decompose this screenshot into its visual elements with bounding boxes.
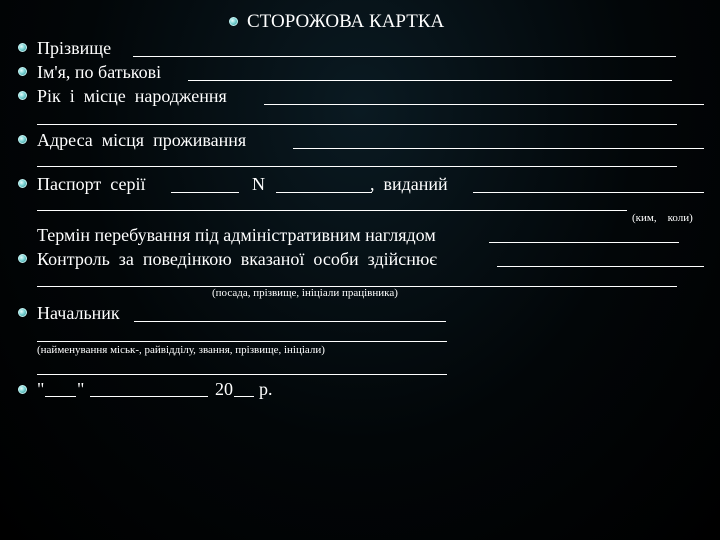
- birth-label: Рік і місце народження: [37, 86, 227, 106]
- date-quote-open: ": [37, 379, 45, 399]
- address-label: Адреса місця проживання: [37, 130, 247, 150]
- issued-by-note: (ким, коли): [632, 212, 693, 224]
- address-field-continued[interactable]: [37, 166, 677, 167]
- control-label: Контроль за поведінкою вказаної особи здійснює: [37, 249, 438, 269]
- passport-issued-field-continued[interactable]: [37, 210, 627, 211]
- date-quote-close: ": [77, 379, 85, 399]
- bullet-icon: [18, 385, 27, 394]
- chief-field-continued[interactable]: [37, 341, 447, 342]
- bullet-icon: [18, 135, 27, 144]
- birth-field[interactable]: [264, 104, 704, 105]
- date-month-field[interactable]: [90, 396, 208, 397]
- passport-series-field[interactable]: [171, 192, 239, 193]
- control-field[interactable]: [497, 266, 704, 267]
- chief-note: (найменування міськ-, райвідділу, звання, прізвище, ініціали): [37, 344, 325, 356]
- bullet-icon: [18, 179, 27, 188]
- passport-number-label: N: [252, 174, 265, 194]
- title-bullet-icon: [229, 17, 238, 26]
- date-year-prefix: 20: [215, 379, 233, 399]
- birth-field-continued[interactable]: [37, 124, 677, 125]
- date-day-field[interactable]: [45, 396, 76, 397]
- chief-label: Начальник: [37, 303, 120, 323]
- bullet-icon: [18, 67, 27, 76]
- page-title: СТОРОЖОВА КАРТКА: [247, 11, 445, 32]
- address-field[interactable]: [293, 148, 704, 149]
- chief-field-extra[interactable]: [37, 374, 447, 375]
- passport-series-label: Паспорт серії: [37, 174, 146, 194]
- name-patronymic-field[interactable]: [188, 80, 672, 81]
- surname-field[interactable]: [133, 56, 676, 57]
- bullet-icon: [18, 43, 27, 52]
- bullet-icon: [18, 91, 27, 100]
- supervision-term-field[interactable]: [489, 242, 679, 243]
- passport-issued-label: , виданий: [370, 174, 448, 194]
- passport-issued-field[interactable]: [473, 192, 704, 193]
- name-patronymic-label: Ім'я, по батькові: [37, 62, 162, 82]
- bullet-icon: [18, 308, 27, 317]
- passport-number-field[interactable]: [276, 192, 372, 193]
- date-year-suffix: р.: [259, 379, 273, 399]
- chief-field[interactable]: [134, 321, 446, 322]
- supervision-term-label: Термін перебування під адміністративним наглядом: [37, 225, 436, 245]
- date-year-field[interactable]: [234, 396, 254, 397]
- surname-label: Прізвище: [37, 38, 112, 58]
- control-note: (посада, прізвище, ініціали працівника): [212, 287, 398, 299]
- bullet-icon: [18, 254, 27, 263]
